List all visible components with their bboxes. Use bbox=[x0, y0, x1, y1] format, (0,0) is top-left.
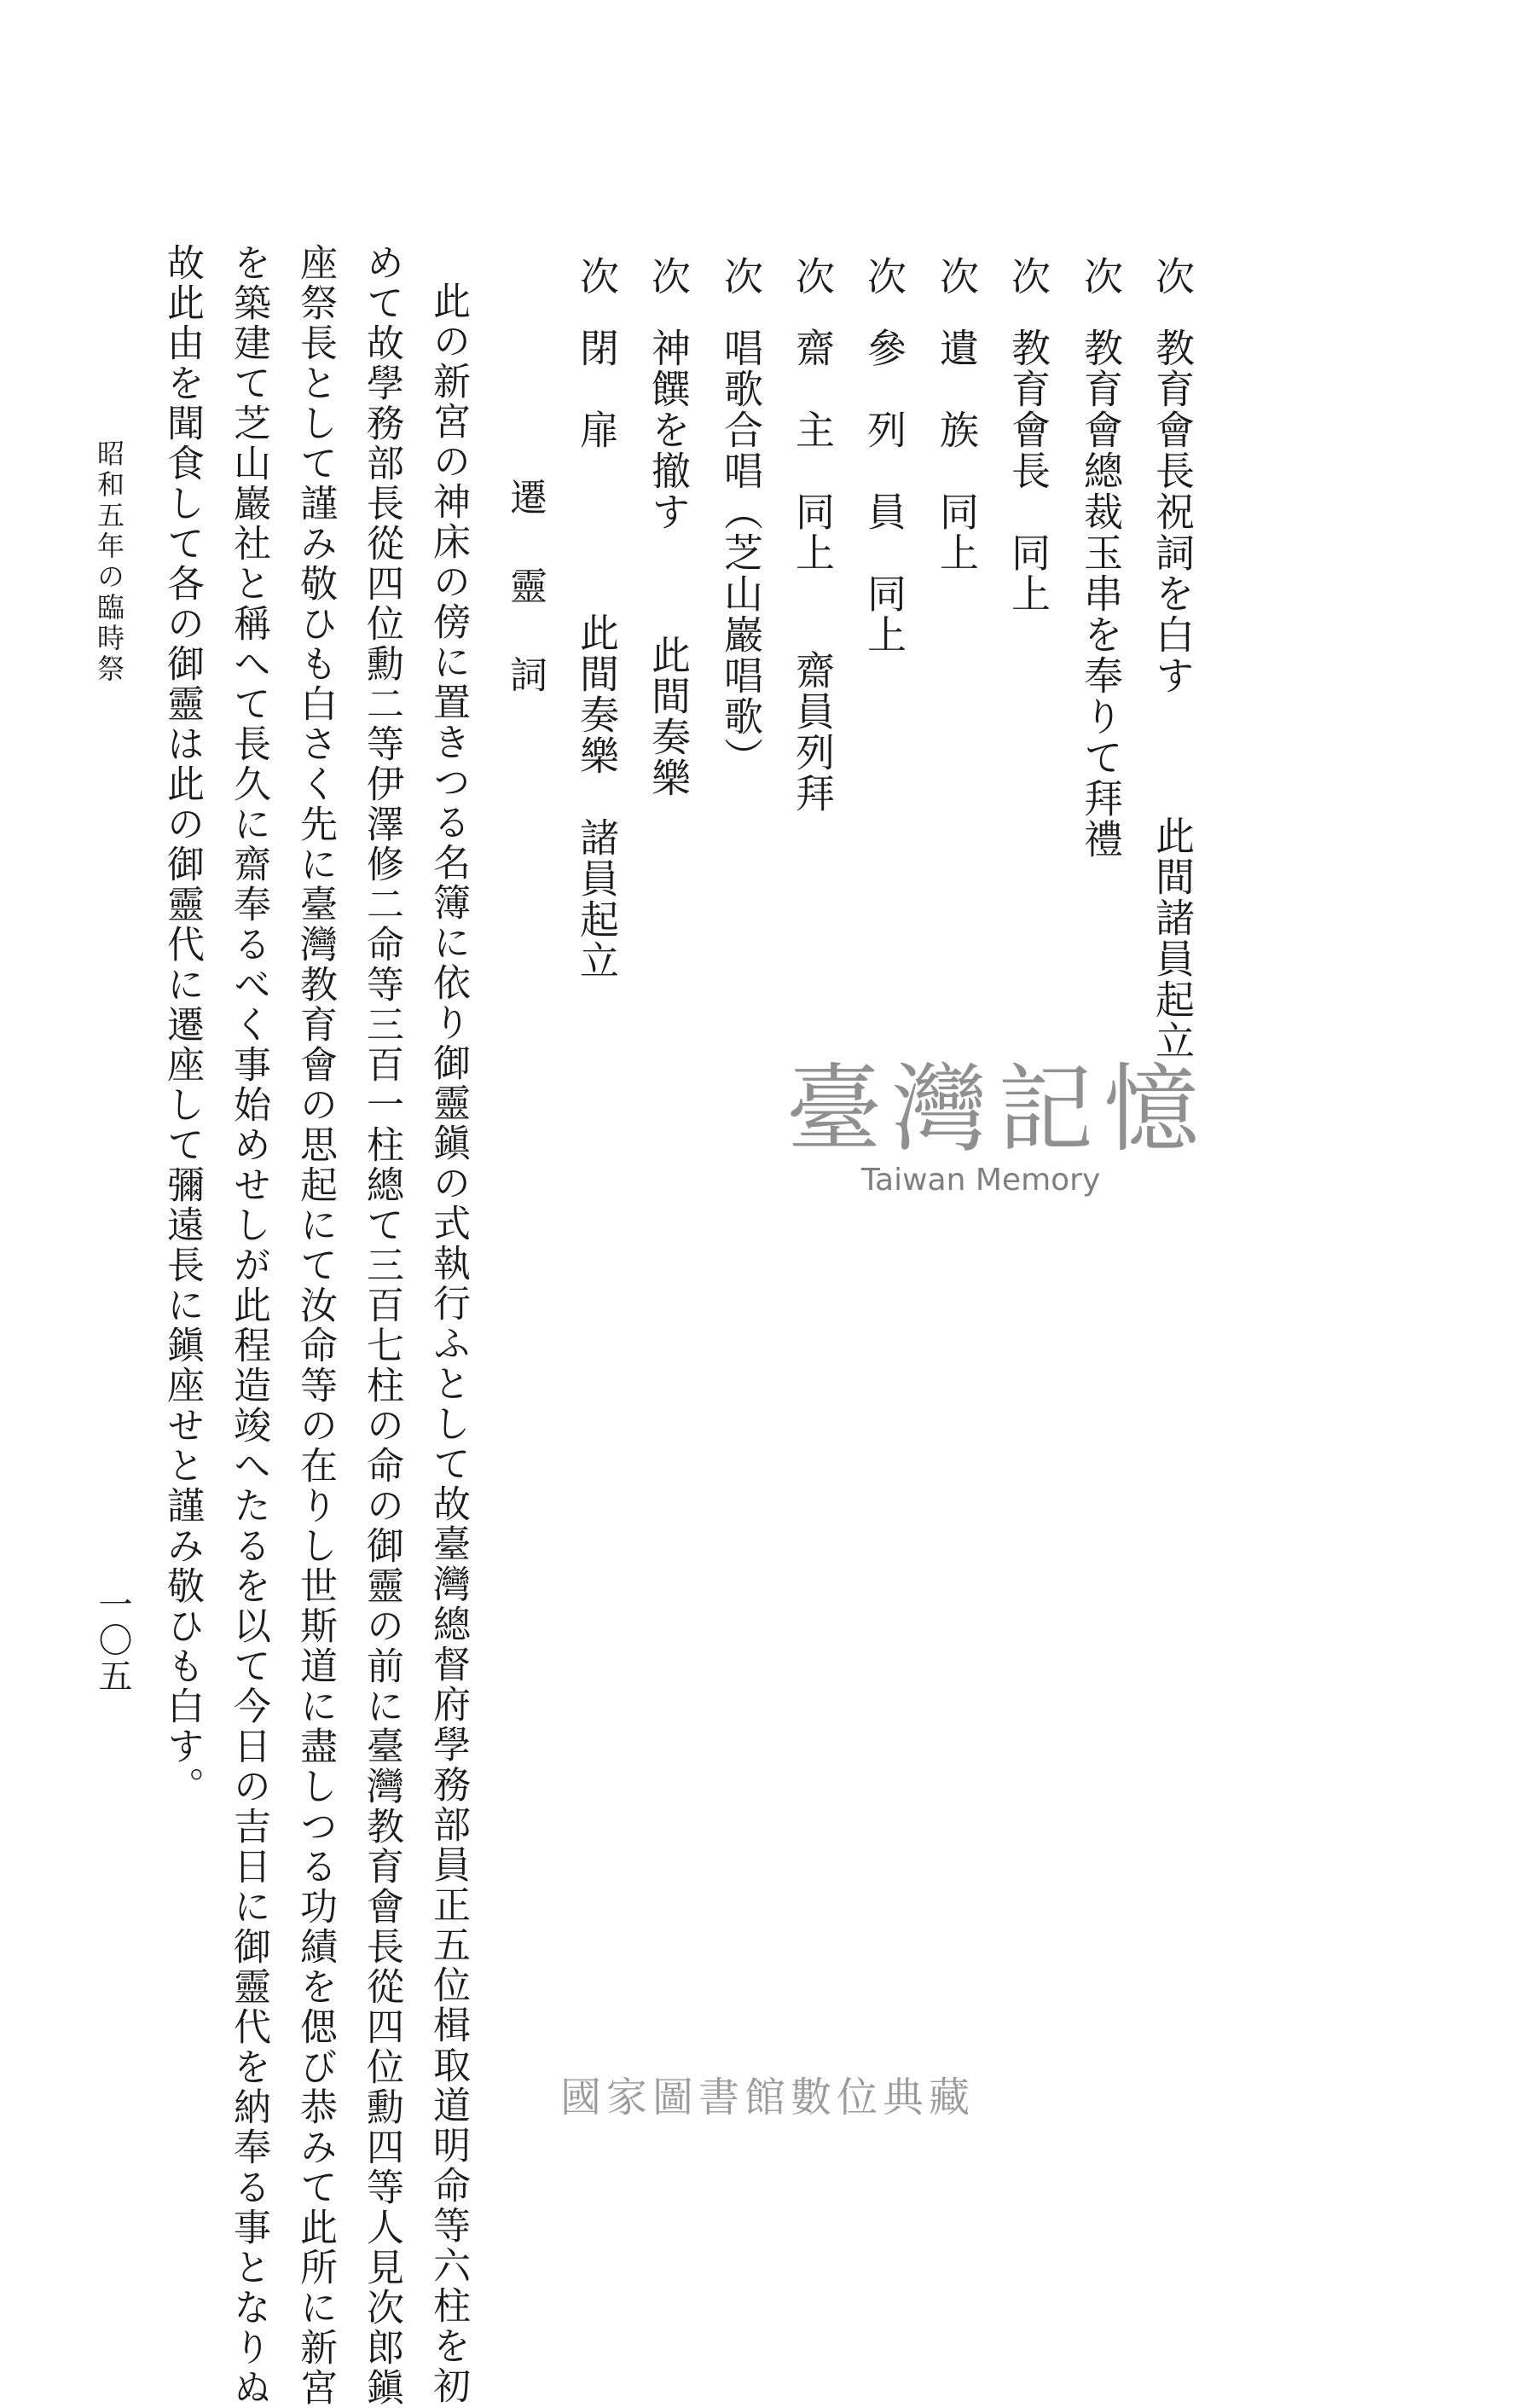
program-line bbox=[861, 256, 907, 655]
program-item: 教育會長 同上 bbox=[1005, 328, 1051, 614]
program-cue: 次 bbox=[1150, 256, 1196, 297]
program-cue: 次 bbox=[1005, 256, 1051, 297]
program-item: 閉 扉 bbox=[574, 328, 620, 450]
program-cue: 次 bbox=[1078, 256, 1124, 297]
program-line bbox=[1150, 256, 1196, 1061]
running-head: 昭和五年の臨時祭 bbox=[93, 439, 125, 685]
program-line bbox=[790, 256, 836, 814]
watermark-logo bbox=[759, 1054, 1237, 1233]
program-item: 遺 族 同上 bbox=[934, 328, 980, 573]
program-cue: 次 bbox=[861, 256, 907, 297]
program-item: 教育會總裁玉串を奉りて拜禮 bbox=[1078, 328, 1124, 860]
program-cue: 次 bbox=[574, 256, 620, 297]
program-item: 教育會長祝詞を白す bbox=[1150, 328, 1196, 696]
watermark-subtitle: Taiwan Memory bbox=[861, 1163, 1101, 1198]
program-cue: 次 bbox=[718, 256, 764, 297]
watermark-title: 臺灣記憶 bbox=[786, 1054, 1209, 1165]
program-line bbox=[646, 256, 692, 798]
body-text-line: めて故學務部長從四位勳二等伊澤修二命等三百一柱總て三百七柱の命の御靈の前に臺灣教育會長從四位勳四等人見次郎鎭 bbox=[360, 243, 403, 2408]
program-item: 參 列 員 同上 bbox=[861, 328, 907, 655]
program-item: 唱歌合唱（芝山巖唱歌） bbox=[718, 328, 764, 778]
program-note: 齋員列拜 bbox=[790, 650, 836, 814]
page-number: 一〇五 bbox=[93, 1587, 132, 1694]
section-heading: 遷靈詞 bbox=[503, 478, 547, 744]
body-text-line: 座祭長として謹み敬ひも白さく先に臺灣教育會の思起にて汝命等の在りし世斯道に盡しつる功績を偲び恭みて此所に新宮 bbox=[293, 243, 337, 2408]
program-cue: 次 bbox=[646, 256, 692, 297]
footer-watermark: 國家圖書館數位典藏 bbox=[559, 2074, 975, 2121]
body-text-line: 故此由を聞食して各の御靈は此の御靈代に遷座して彌遠長に鎭座せと謹み敬ひも白す。 bbox=[160, 243, 204, 1807]
program-line bbox=[718, 256, 764, 778]
program-note: 此間奏樂 bbox=[646, 635, 692, 798]
program-line bbox=[934, 256, 980, 573]
program-note: 此間奏樂 諸員起立 bbox=[574, 612, 620, 981]
program-cue: 次 bbox=[790, 256, 836, 297]
program-line bbox=[1005, 256, 1051, 614]
program-cue: 次 bbox=[934, 256, 980, 297]
program-line bbox=[574, 256, 620, 981]
body-text-line: 此の新宮の神床の傍に置きつる名簿に依り御靈鎭の式執行ふとして故臺灣總督府學務部員正五位楫取道明命等六柱を初 bbox=[426, 281, 470, 2406]
program-note: 此間諸員起立 bbox=[1150, 815, 1196, 1061]
program-line bbox=[1078, 256, 1124, 860]
body-text-line: を築建て芝山巖社と稱へて長久に齋奉るべく事始めせしが此程造竣へたるを以て今日の吉日に御靈代を納奉る事となりぬ bbox=[227, 243, 270, 2408]
program-item: 齋 主 同上 bbox=[790, 328, 836, 573]
program-item: 神饌を撤す bbox=[646, 328, 692, 532]
